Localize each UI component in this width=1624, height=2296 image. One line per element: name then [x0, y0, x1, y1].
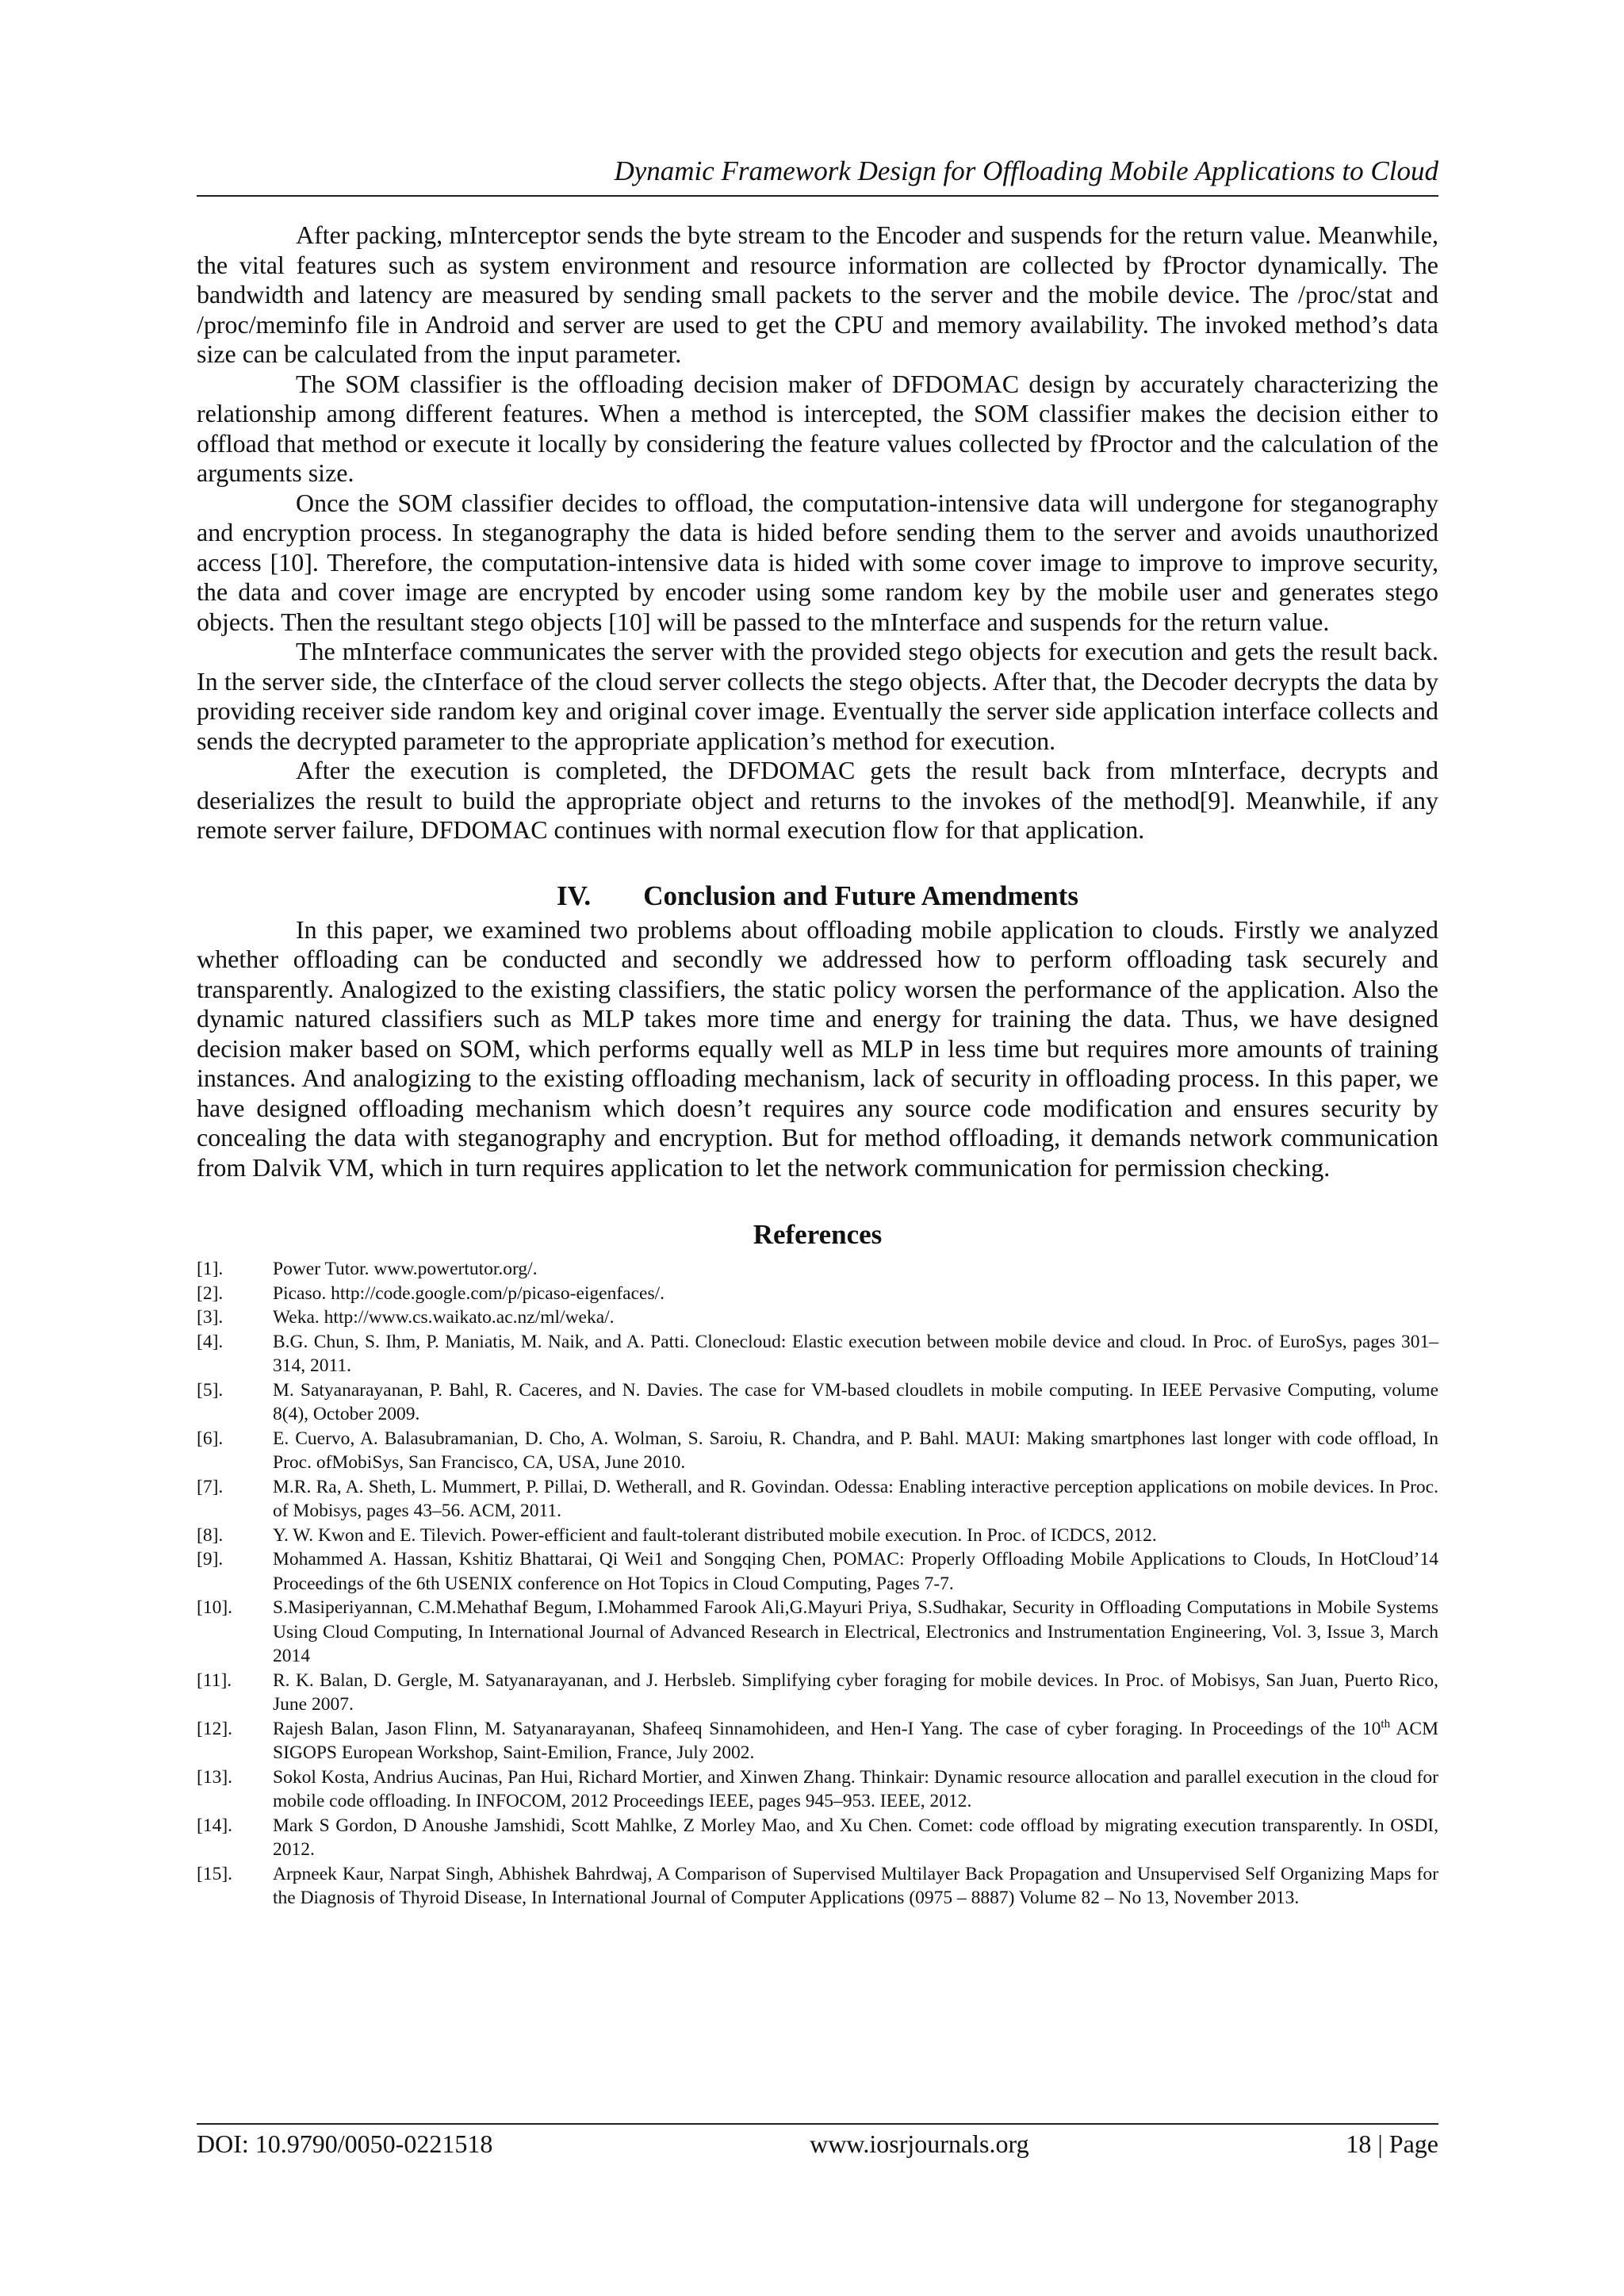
reference-number: [11].: [197, 1669, 232, 1691]
reference-item: [197, 1330, 1438, 1378]
reference-item: [197, 1378, 1438, 1427]
body-paragraph: The mInterface communicates the server with the provided stego objects for execution and gets the result back. In the server side, the cInterface of the cloud server collects the stego objects. After that, the Decoder decrypts the data by providing receiver side random key and original cover image. Eventually the server side application interface collects and sends the decrypted parameter to the appropriate application’s method for execution.: [197, 637, 1438, 755]
reference-text: Power Tutor. www.powertutor.org/.: [273, 1259, 538, 1279]
footer-doi: DOI: 10.9790/0050-0221518: [197, 2129, 493, 2158]
reference-text-part: Rajesh Balan, Jason Flinn, M. Satyanarayanan, Shafeeq Sinnamohideen, and Hen-I Yang. The case of cyber foraging. In Proceedings of the 10: [273, 1718, 1381, 1739]
reference-item: [197, 1524, 1438, 1548]
reference-number: [13].: [197, 1766, 233, 1788]
footer-divider: [197, 2123, 1438, 2125]
reference-text: Mohammed A. Hassan, Kshitiz Bhattarai, Qi Wei1 and Songqing Chen, POMAC: Properly Offloading Mobile Applications to Clouds, In HotCloud’14 Proceedings of the 6th USENIX conference on Hot Topics in Cloud Computing, Pages 7-7.: [273, 1549, 1438, 1594]
reference-item: [197, 1669, 1438, 1717]
reference-item: [197, 1596, 1438, 1669]
reference-text: S.Masiperiyannan, C.M.Mehathaf Begum, I.Mohammed Farook Ali,G.Mayuri Priya, S.Sudhakar, Security in Offloading Computations in Mobile Systems Using Cloud Computing, In International Journal of Advanced Research in Electrical, Electronics and Instrumentation Engineering, Vol. 3, Issue 3, March 2014: [273, 1597, 1438, 1666]
conclusion-paragraph: In this paper, we examined two problems about offloading mobile application to clouds. Firstly we analyzed whether offloading can be conducted and secondly we addressed how to perform offloading task securely and transparently. Analogized to the existing classifiers, the static policy worsen the performance of the application. Also the dynamic natured classifiers such as MLP takes more time and energy for training the data. Thus, we have designed decision maker based on SOM, which performs equally well as MLP in less time but requires more amounts of training instances. And analogizing to the existing offloading mechanism, lack of security in offloading process. In this paper, we have designed offloading mechanism which doesn’t requires any source code modification and ensures security by concealing the data with steganography and encryption. But for method offloading, it demands network communication from Dalvik VM, which in turn requires application to let the network communication for permission checking.: [197, 914, 1438, 1182]
reference-number: [6].: [197, 1428, 224, 1449]
section-heading: [197, 879, 1438, 914]
page-body: [197, 220, 1438, 1911]
body-paragraph: The SOM classifier is the offloading decision maker of DFDOMAC design by accurately characterizing the relationship among different features. When a method is intercepted, the SOM classifier makes the decision either to offload that method or execute it locally by considering the feature values collected by fProctor and the calculation of the arguments size.: [197, 369, 1438, 487]
reference-text: Arpneek Kaur, Narpat Singh, Abhishek Bahrdwaj, A Comparison of Supervised Multilayer Back Propagation and Unsupervised Self Organizing Maps for the Diagnosis of Thyroid Disease, In International Journal of Computer Applications (0975 – 8887) Volume 82 – No 13, November 2013.: [273, 1863, 1438, 1908]
reference-number: [1].: [197, 1259, 224, 1279]
reference-number: [15].: [197, 1863, 233, 1884]
reference-number: [5].: [197, 1379, 224, 1401]
reference-number: [14].: [197, 1815, 233, 1836]
reference-item: [197, 1282, 1438, 1306]
reference-text: Mark S Gordon, D Anoushe Jamshidi, Scott Mahlke, Z Morley Mao, and Xu Chen. Comet: code offload by migrating execution transparently. In OSDI, 2012.: [273, 1815, 1438, 1860]
reference-text: E. Cuervo, A. Balasubramanian, D. Cho, A. Wolman, S. Saroiu, R. Chandra, and P. Bahl. MAUI: Making smartphones last longer with code offload, In Proc. ofMobiSys, San Francisco, CA, USA, June 2010.: [273, 1428, 1438, 1473]
reference-number: [7].: [197, 1476, 224, 1497]
reference-item: [197, 1862, 1438, 1911]
body-paragraph: After the execution is completed, the DFDOMAC gets the result back from mInterface, decrypts and deserializes the result to build the appropriate object and returns to the invokes of the method[9]. Meanwhile, if any remote server failure, DFDOMAC continues with normal execution flow for that application.: [197, 756, 1438, 844]
reference-number: [3].: [197, 1307, 224, 1328]
reference-item: [197, 1814, 1438, 1862]
reference-text: Picaso. http://code.google.com/p/picaso-eigenfaces/.: [273, 1282, 665, 1304]
reference-text: [273, 1717, 1438, 1765]
reference-item: [197, 1427, 1438, 1475]
reference-number: [4].: [197, 1331, 224, 1352]
footer-page-number: 18 | Page: [1346, 2129, 1438, 2158]
page-footer: [197, 2126, 1438, 2161]
reference-text: Weka. http://www.cs.waikato.ac.nz/ml/weka/.: [273, 1307, 615, 1328]
reference-text: B.G. Chun, S. Ihm, P. Maniatis, M. Naik, and A. Patti. Clonecloud: Elastic execution between mobile device and cloud. In Proc. of EuroSys, pages 301–314, 2011.: [273, 1331, 1438, 1376]
section-title: Conclusion and Future Amendments: [643, 880, 1078, 911]
reference-number: [2].: [197, 1282, 224, 1304]
reference-text: M.R. Ra, A. Sheth, L. Mummert, P. Pillai, D. Wetherall, and R. Govindan. Odessa: Enabling interactive perception applications on mobile devices. In Proc. of Mobisys, pages 43–56. ACM, 2011.: [273, 1476, 1438, 1521]
reference-number: [9].: [197, 1549, 224, 1570]
reference-item: [197, 1305, 1438, 1330]
reference-number: [10].: [197, 1597, 233, 1618]
section-number: IV.: [557, 880, 592, 911]
reference-item: [197, 1257, 1438, 1282]
running-header: Dynamic Framework Design for Offloading Mobile Applications to Cloud: [614, 155, 1438, 186]
references-list: [197, 1257, 1438, 1911]
references-heading: References: [753, 1219, 883, 1250]
reference-number: [8].: [197, 1524, 224, 1546]
reference-item: [197, 1475, 1438, 1524]
reference-superscript: th: [1381, 1717, 1391, 1731]
body-paragraph: Once the SOM classifier decides to offload, the computation-intensive data will undergone for steganography and encryption process. In steganography the data is hided before sending them to the server and avoids unauthorized access [10]. Therefore, the computation-intensive data is hided with some cover image to improve to improve security, the data and cover image are encrypted by encoder using some random key by the mobile user and generates stego objects. Then the resultant stego objects [10] will be passed to the mInterface and suspends for the return value.: [197, 488, 1438, 636]
reference-text: Sokol Kosta, Andrius Aucinas, Pan Hui, Richard Mortier, and Xinwen Zhang. Thinkair: Dynamic resource allocation and parallel execution in the cloud for mobile code offloading. In INFOCOM, 2012 Proceedings IEEE, pages 945–953. IEEE, 2012.: [273, 1766, 1438, 1811]
reference-text: M. Satyanarayanan, P. Bahl, R. Caceres, and N. Davies. The case for VM-based cloudlets in mobile computing. In IEEE Pervasive Computing, volume 8(4), October 2009.: [273, 1379, 1438, 1424]
reference-text-part: ACM SIGOPS European Workshop, Saint-Emilion, France, July 2002.: [273, 1718, 1438, 1763]
header-divider: [197, 195, 1438, 197]
reference-text: R. K. Balan, D. Gergle, M. Satyanarayanan, and J. Herbsleb. Simplifying cyber foraging for mobile devices. In Proc. of Mobisys, San Juan, Puerto Rico, June 2007.: [273, 1669, 1438, 1715]
reference-item: [197, 1765, 1438, 1814]
reference-item: [197, 1717, 1438, 1765]
reference-number: [12].: [197, 1718, 233, 1739]
reference-text: Y. W. Kwon and E. Tilevich. Power-efficient and fault-tolerant distributed mobile execution. In Proc. of ICDCS, 2012.: [273, 1524, 1157, 1546]
footer-website: www.iosrjournals.org: [810, 2129, 1029, 2158]
body-paragraph: After packing, mInterceptor sends the byte stream to the Encoder and suspends for the return value. Meanwhile, the vital features such as system environment and resource information are collected by fProctor dynamically. The bandwidth and latency are measured by sending small packets to the server and the mobile device. The /proc/stat and /proc/meminfo file in Android and server are used to get the CPU and memory availability. The invoked method’s data size can be calculated from the input parameter.: [197, 220, 1438, 368]
reference-item: [197, 1547, 1438, 1596]
